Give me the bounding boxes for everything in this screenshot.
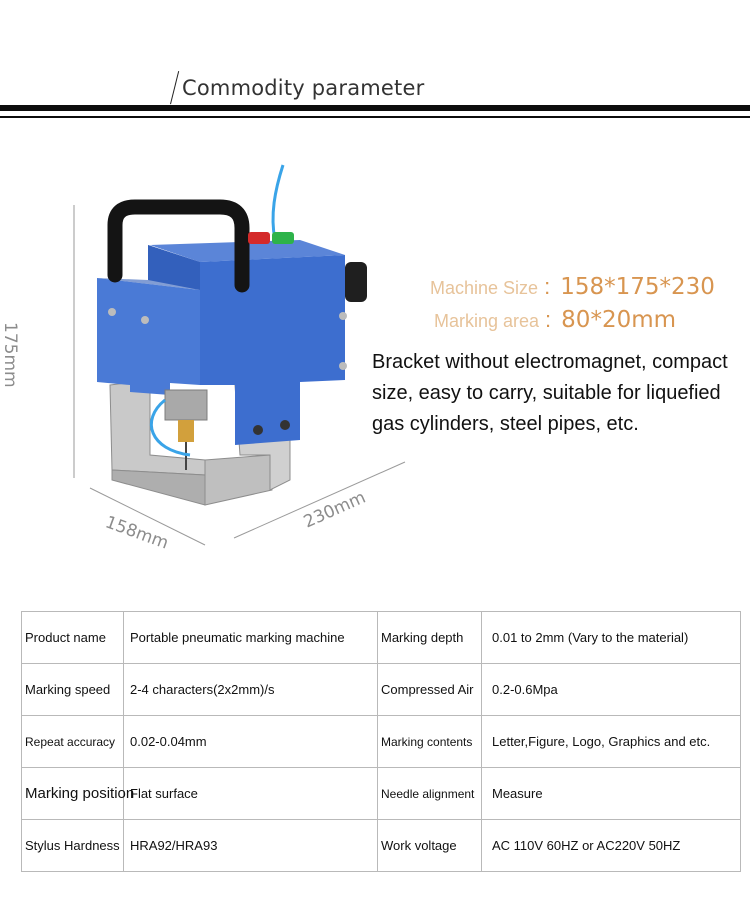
marking-area-value: 80*20mm — [561, 307, 677, 333]
param-key: Marking contents — [378, 716, 482, 768]
param-value: Flat surface — [124, 768, 378, 820]
width-dimension-label: 230mm — [300, 487, 369, 533]
height-dimension-label: 175mm — [0, 322, 20, 388]
param-value: Measure — [482, 768, 741, 820]
param-key: Stylus Hardness — [22, 820, 124, 872]
table-row — [22, 664, 741, 716]
table-row — [22, 612, 741, 664]
param-key: Marking depth — [378, 612, 482, 664]
param-key: Compressed Air — [378, 664, 482, 716]
marking-area-spec — [434, 307, 676, 333]
machine-size-value: 158*175*230 — [560, 274, 715, 300]
machine-size-colon: : — [544, 274, 551, 299]
table-row — [22, 716, 741, 768]
param-key: Marking speed — [22, 664, 124, 716]
marking-area-colon: : — [545, 307, 552, 332]
param-key: Needle alignment — [378, 768, 482, 820]
title-underline-thin — [0, 116, 750, 118]
param-key: Work voltage — [378, 820, 482, 872]
table-row — [22, 820, 741, 872]
marking-area-label: Marking area — [434, 311, 540, 331]
param-value: AC 110V 60HZ or AC220V 50HZ — [482, 820, 741, 872]
param-value: Portable pneumatic marking machine — [124, 612, 378, 664]
param-key: Marking position — [22, 768, 124, 820]
depth-dimension-label: 158mm — [102, 512, 172, 554]
parameter-table — [21, 611, 741, 872]
param-key: Repeat accuracy — [22, 716, 124, 768]
param-value: 0.01 to 2mm (Vary to the material) — [482, 612, 741, 664]
param-value: HRA92/HRA93 — [124, 820, 378, 872]
machine-size-spec — [430, 274, 715, 300]
product-description: Bracket without electromagnet, compact size, easy to carry, suitable for liquefied gas cylinders, steel pipes, etc. — [372, 351, 728, 435]
param-value: 0.02-0.04mm — [124, 716, 378, 768]
table-row — [22, 768, 741, 820]
title-slash-decoration — [170, 71, 179, 104]
title-underline-thick — [0, 105, 750, 111]
param-value: 2-4 characters(2x2mm)/s — [124, 664, 378, 716]
param-value: Letter,Figure, Logo, Graphics and etc. — [482, 716, 741, 768]
machine-size-label: Machine Size — [430, 278, 539, 298]
section-title: Commodity parameter — [182, 76, 425, 100]
param-value: 0.2-0.6Mpa — [482, 664, 741, 716]
param-key: Product name — [22, 612, 124, 664]
